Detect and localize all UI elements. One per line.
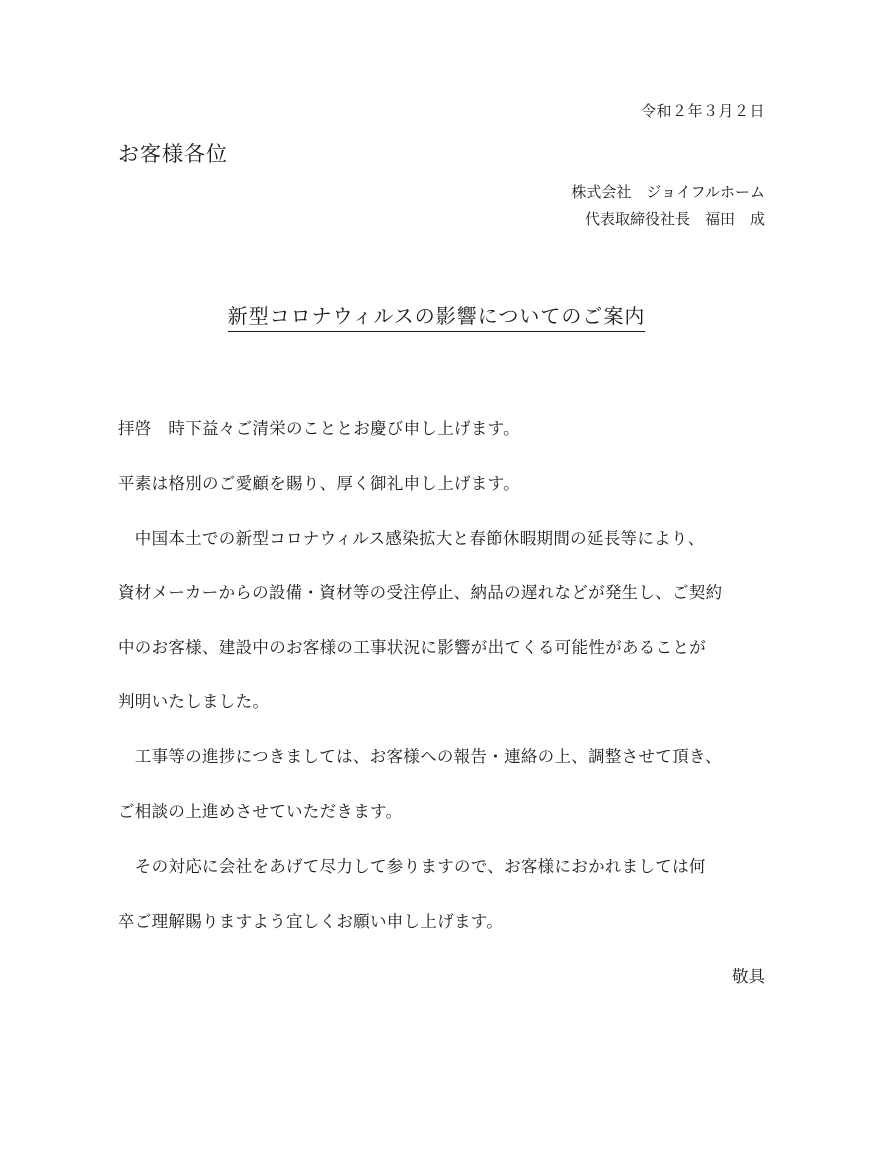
closing-phrase: 敬具 [732,967,765,986]
addressee: お客様各位 [118,142,228,166]
letter-title: 新型コロナウィルスの影響についてのご案内 [228,300,646,332]
body-line: 平素は格別のご愛顧を賜り、厚く御礼申し上げます。 [118,474,520,493]
title-container [0,300,873,332]
body-line: 中のお客様、建設中のお客様の工事状況に影響が出てくる可能性があることが [118,638,706,657]
sender-representative: 代表取締役社長 福田 成 [584,210,765,228]
body-line: 卒ご理解賜りますよう宜しくお願い申し上げます。 [118,912,504,931]
body-line: 中国本土での新型コロナウィルス感染拡大と春節休暇期間の延長等により、 [118,529,705,548]
body-line: その対応に会社をあげて尽力して参りますので、お客様におかれましては何 [118,857,706,876]
body-line: 工事等の進捗につきましては、お客様への報告・連絡の上、調整させて頂き、 [118,747,722,766]
body-line: 資材メーカーからの設備・資材等の受注停止、納品の遅れなどが発生し、ご契約 [118,583,723,602]
body-line: 判明いたしました。 [118,692,270,711]
letter-date: 令和２年３月２日 [640,102,765,120]
body-line: ご相談の上進めさせていただきます。 [118,802,403,821]
sender-company: 株式会社 ジョイフルホーム [571,183,765,201]
body-line: 拝啓 時下益々ご清栄のこととお慶び申し上げます。 [118,419,520,438]
